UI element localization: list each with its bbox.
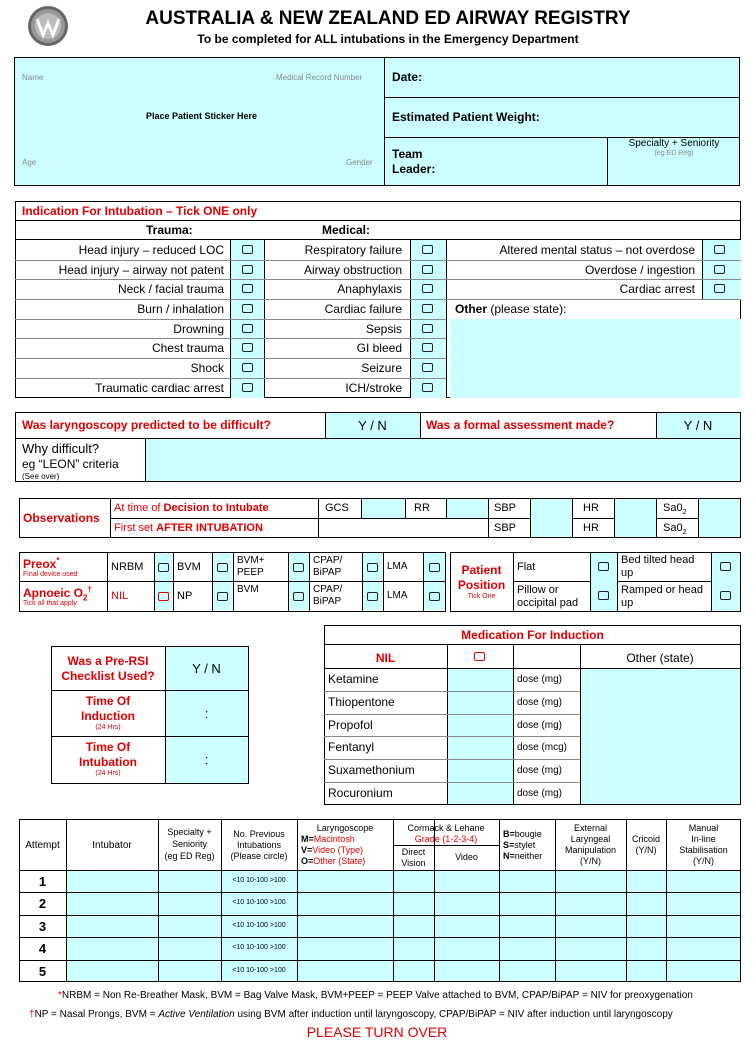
cormack-grade-header: Grade (1-2-3-4) xyxy=(414,834,478,844)
trauma-option-checkbox[interactable] xyxy=(242,304,253,313)
why-difficult-label: Why difficult? xyxy=(22,441,100,456)
intubation-time-label-1: Time Of xyxy=(85,740,131,754)
prev-intubations-options[interactable]: <10 10-100 >100 xyxy=(232,877,286,884)
apnoeic-hint: Tick all that apply xyxy=(23,600,77,607)
other-medical-option-checkbox[interactable] xyxy=(714,284,725,293)
gcs-label: GCS xyxy=(325,502,349,514)
medical-option-checkbox[interactable] xyxy=(422,363,433,372)
medical-option-checkbox[interactable] xyxy=(422,284,433,293)
manual-inline-header-2: In-line xyxy=(691,834,716,844)
medication-name: Ketamine xyxy=(328,672,379,686)
apnoeic-option-checkbox[interactable] xyxy=(158,592,169,601)
medical-option-checkbox[interactable] xyxy=(422,304,433,313)
laryngoscope-mac-option: M=Macintosh xyxy=(301,834,355,844)
trauma-option-checkbox[interactable] xyxy=(242,363,253,372)
other-medical-option-checkbox[interactable] xyxy=(714,265,725,274)
position-pillow-checkbox[interactable] xyxy=(598,591,609,600)
medication-dose-label: dose (mcg) xyxy=(517,742,568,753)
patient-position-hint: Tick One xyxy=(467,593,496,600)
bougie-option: B=bougie xyxy=(503,829,542,839)
trauma-option-label: Head injury – reduced LOC xyxy=(78,243,224,257)
page-title: AUSTRALIA & NEW ZEALAND ED AIRWAY REGISTRY xyxy=(145,8,631,29)
laryngoscope-header: Laryngoscope xyxy=(316,823,374,833)
formal-assessment-answer[interactable]: Y / N xyxy=(683,418,713,433)
medication-heading: Medication For Induction xyxy=(461,628,604,642)
trauma-option-checkbox[interactable] xyxy=(242,245,253,254)
team-leader-label-2: Leader: xyxy=(392,162,436,176)
difficult-laryngoscopy-answer[interactable]: Y / N xyxy=(358,418,387,433)
page-subtitle: To be completed for ALL intubations in the Emergency Department xyxy=(197,32,579,46)
trauma-heading: Trauma: xyxy=(146,223,193,237)
other-medical-option-label: Overdose / ingestion xyxy=(584,263,695,277)
preox-label: Preox* xyxy=(23,556,60,571)
external-laryngeal-header-3: Manipulation xyxy=(564,845,617,855)
intubation-time-label-2: Intubation xyxy=(79,755,137,769)
external-laryngeal-header-4: (Y/N) xyxy=(580,856,601,866)
apnoeic-label: Apnoeic $O_2^\dagger$ xyxy=(23,585,92,603)
trauma-option-checkbox[interactable] xyxy=(242,383,253,392)
date-field[interactable]: Date: xyxy=(392,70,423,84)
medical-option-label: ICH/stroke xyxy=(345,381,402,395)
medical-option-checkbox[interactable] xyxy=(422,324,433,333)
prev-intubations-options[interactable]: <10 10-100 >100 xyxy=(232,967,286,974)
attempt-header: Attempt xyxy=(25,840,60,851)
apnoeic-option-label: LMA xyxy=(387,590,408,601)
preox-option-label: BVM xyxy=(177,561,201,573)
medical-option-label: Seizure xyxy=(361,361,402,375)
name-label: Name xyxy=(22,73,44,82)
position-flat-label: Flat xyxy=(517,561,536,573)
trauma-option-checkbox[interactable] xyxy=(242,265,253,274)
prev-intubations-options[interactable]: <10 10-100 >100 xyxy=(232,944,286,951)
specialty-label: Specialty + Seniority xyxy=(628,138,720,149)
trauma-option-label: Traumatic cardiac arrest xyxy=(95,381,224,395)
trauma-option-label: Chest trauma xyxy=(151,341,224,355)
attempt-number: 1 xyxy=(38,874,47,889)
specialty-header-2: Seniority xyxy=(171,839,207,849)
leon-criteria-label: eg “LEON” criteria xyxy=(22,457,119,471)
sao2-label-1: $Sa0_2$ xyxy=(663,502,687,517)
pre-rsi-label-2: Checklist Used? xyxy=(61,669,155,683)
trauma-option-checkbox[interactable] xyxy=(242,284,253,293)
neither-option: N=neither xyxy=(503,851,543,861)
medication-dose-label: dose (mg) xyxy=(517,765,563,776)
position-bed-tilted-checkbox[interactable] xyxy=(720,562,731,571)
preox-option-label: LMA xyxy=(387,561,408,572)
medical-option-checkbox[interactable] xyxy=(422,383,433,392)
attempt-number: 3 xyxy=(38,919,47,934)
sticker-label: Place Patient Sticker Here xyxy=(146,111,258,121)
hr-label-1: HR xyxy=(583,502,599,514)
observations-label: Observations xyxy=(23,511,100,525)
medication-nil-checkbox[interactable] xyxy=(474,652,485,661)
obs-row-after: First set AFTER INTUBATION xyxy=(114,522,263,534)
prev-intubations-header-2: Intubations xyxy=(236,840,282,850)
medication-name: Rocuronium xyxy=(328,786,393,800)
trauma-option-checkbox[interactable] xyxy=(242,343,253,352)
medication-dose-field[interactable] xyxy=(447,715,513,736)
position-flat-checkbox[interactable] xyxy=(598,562,609,571)
manual-inline-header-1: Manual xyxy=(688,823,719,833)
direct-vision-header-2: Vision xyxy=(401,858,426,868)
team-leader-field[interactable]: Team xyxy=(392,147,423,161)
other-medical-option-checkbox[interactable] xyxy=(714,245,725,254)
position-ramped-checkbox[interactable] xyxy=(720,591,731,600)
apnoeic-option-checkbox[interactable] xyxy=(429,592,440,601)
intubation-time-hint: (24 Hrs) xyxy=(95,770,121,777)
rr-label: RR xyxy=(414,502,430,514)
apnoeic-option-checkbox[interactable] xyxy=(217,592,228,601)
patient-position-label-2: Position xyxy=(457,578,506,592)
pre-rsi-label-1: Was a Pre-RSI xyxy=(67,654,149,668)
medication-dose-field[interactable] xyxy=(447,669,513,690)
apnoeic-option-checkbox[interactable] xyxy=(293,592,304,601)
specialty-hint: (eg ED Reg) xyxy=(654,150,694,157)
cricoid-header-1: Cricoid xyxy=(631,834,660,844)
please-turn-over: PLEASE TURN OVER xyxy=(306,1024,448,1040)
medical-option-checkbox[interactable] xyxy=(422,343,433,352)
age-label: Age xyxy=(22,158,37,167)
sbp-label-2: SBP xyxy=(494,522,517,534)
position-pillow-label: Pillow or occipital pad xyxy=(517,584,579,609)
other-hint: (please state): xyxy=(490,302,567,316)
other-indication-field[interactable] xyxy=(455,302,566,316)
preox-option-checkbox[interactable] xyxy=(217,563,228,572)
prev-intubations-header-3: (Please circle) xyxy=(230,851,288,861)
medical-option-checkbox[interactable] xyxy=(422,245,433,254)
attempt-number: 5 xyxy=(38,964,47,979)
laryngoscope-video-option: V=Video (Type) xyxy=(301,845,364,855)
stylet-option: S=stylet xyxy=(503,840,536,850)
preox-option-checkbox[interactable] xyxy=(293,563,304,572)
medical-option-label: Airway obstruction xyxy=(303,263,402,277)
patient-position-label-1: Patient xyxy=(461,563,502,577)
apnoeic-option-label: NIL xyxy=(111,590,129,602)
specialty-header-1: Specialty + xyxy=(167,827,212,837)
patient-details-box xyxy=(14,57,740,186)
footer-line-1: *NRBM = Non Re-Breather Mask, BVM = Bag Valve Mask, BVM+PEEP = PEEP Valve attached to BVM, CPAP/BiPAP = NIV for preoxygenation xyxy=(58,990,693,1001)
intubator-header: Intubator xyxy=(92,840,132,851)
trauma-option-label: Head injury – airway not patent xyxy=(58,263,224,277)
medication-nil-label: NIL xyxy=(375,651,396,665)
sbp-label-1: SBP xyxy=(494,502,517,514)
medical-option-label: Cardiac failure xyxy=(324,302,402,316)
medication-dose-field[interactable] xyxy=(447,737,513,758)
sao2-label-2: $Sa0_2$ xyxy=(663,522,687,537)
attempt-number: 4 xyxy=(38,941,47,956)
prev-intubations-options[interactable]: <10 10-100 >100 xyxy=(232,899,286,906)
apnoeic-option-label: BVM xyxy=(237,584,259,595)
trauma-option-label: Neck / facial trauma xyxy=(117,282,224,296)
medication-name: Propofol xyxy=(328,718,373,732)
footer-line-2: †NP = Nasal Prongs, BVM = Active Ventilation using BVM after induction until laryngoscopy, CPAP/BiPAP = NIV after induction until laryngoscopy xyxy=(29,1009,673,1020)
medication-name: Thiopentone xyxy=(328,695,395,709)
medication-name: Fentanyl xyxy=(328,740,375,754)
specialty-header-3: (eg ED Reg) xyxy=(164,851,215,861)
medical-option-label: GI bleed xyxy=(356,341,402,355)
medication-name: Suxamethonium xyxy=(328,763,415,777)
intubation-time-field[interactable]: : xyxy=(204,752,209,767)
trauma-option-label: Shock xyxy=(190,361,224,375)
external-laryngeal-header-2: Laryngeal xyxy=(570,834,611,844)
formal-assessment-question: Was a formal assessment made? xyxy=(426,418,615,432)
medication-dose-field[interactable] xyxy=(447,760,513,781)
direct-vision-header-1: Direct xyxy=(401,847,426,857)
induction-time-hint: (24 Hrs) xyxy=(95,724,121,731)
manual-inline-header-3: Stabilisation xyxy=(679,845,728,855)
induction-time-label-2: Induction xyxy=(81,709,135,723)
cricoid-header-2: (Y/N) xyxy=(635,845,657,855)
see-over-label: (See over) xyxy=(22,472,60,481)
trauma-option-checkbox[interactable] xyxy=(242,324,253,333)
trauma-option-label: Burn / inhalation xyxy=(137,302,224,316)
medical-option-label: Sepsis xyxy=(365,322,402,336)
mrn-label: Medical Record Number xyxy=(276,73,363,82)
preox-option-checkbox[interactable] xyxy=(367,563,378,572)
prev-intubations-header-1: No. Previous xyxy=(233,829,285,839)
induction-time-label-1: Time Of xyxy=(85,694,131,708)
apnoeic-option-label: CPAP/ BiPAP xyxy=(313,584,343,607)
other-medical-option-label: Altered mental status – not overdose xyxy=(499,243,695,257)
laryngoscope-other-option: O=Other (State) xyxy=(301,856,366,866)
manual-inline-header-4: (Y/N) xyxy=(693,856,714,866)
medication-dose-label: dose (mg) xyxy=(517,697,563,708)
position-ramped-label: Ramped or head up xyxy=(621,584,703,609)
preox-option-checkbox[interactable] xyxy=(429,563,440,572)
medication-dose-label: dose (mg) xyxy=(517,720,563,731)
attempt-number: 2 xyxy=(38,896,47,911)
video-header: Video xyxy=(455,852,478,862)
preox-option-label: NRBM xyxy=(111,561,144,573)
induction-time-field[interactable]: : xyxy=(204,706,209,721)
medication-dose-field[interactable] xyxy=(447,692,513,713)
medical-heading: Medical: xyxy=(322,223,371,237)
preox-option-label: CPAP/ BiPAP xyxy=(313,555,343,578)
obs-row-decision: At time of Decision to Intubate xyxy=(114,502,269,514)
cormack-header: Cormack & Lehane xyxy=(407,823,485,833)
preox-option-checkbox[interactable] xyxy=(158,563,169,572)
preox-hint: Final device used xyxy=(23,571,78,578)
external-laryngeal-header-1: External xyxy=(573,823,608,833)
pre-rsi-answer[interactable]: Y / N xyxy=(192,661,221,676)
other-medical-option-label: Cardiac arrest xyxy=(619,282,695,296)
preox-option-label: BVM+ PEEP xyxy=(237,555,265,578)
apnoeic-option-label: NP xyxy=(177,590,193,602)
medical-option-checkbox[interactable] xyxy=(422,265,433,274)
medication-dose-label: dose (mg) xyxy=(517,788,563,799)
weight-field[interactable]: Estimated Patient Weight: xyxy=(392,110,540,124)
medication-other-label: Other (state) xyxy=(626,651,694,665)
medication-dose-label: dose (mg) xyxy=(517,674,563,685)
position-bed-tilted-label: Bed tilted head up xyxy=(621,554,695,579)
prev-intubations-options[interactable]: <10 10-100 >100 xyxy=(232,922,286,929)
gender-label: Gender xyxy=(346,158,373,167)
trauma-option-label: Drowning xyxy=(173,322,224,336)
registry-logo-icon xyxy=(27,5,69,47)
medical-option-label: Anaphylaxis xyxy=(337,282,402,296)
difficult-laryngoscopy-question: Was laryngoscopy predicted to be difficult? xyxy=(22,418,271,432)
other-label: Other xyxy=(455,302,488,316)
indication-heading: Indication For Intubation – Tick ONE only xyxy=(22,204,258,218)
medical-option-label: Respiratory failure xyxy=(304,243,402,257)
hr-label-2: HR xyxy=(583,522,599,534)
medication-dose-field[interactable] xyxy=(447,783,513,804)
apnoeic-option-checkbox[interactable] xyxy=(367,592,378,601)
